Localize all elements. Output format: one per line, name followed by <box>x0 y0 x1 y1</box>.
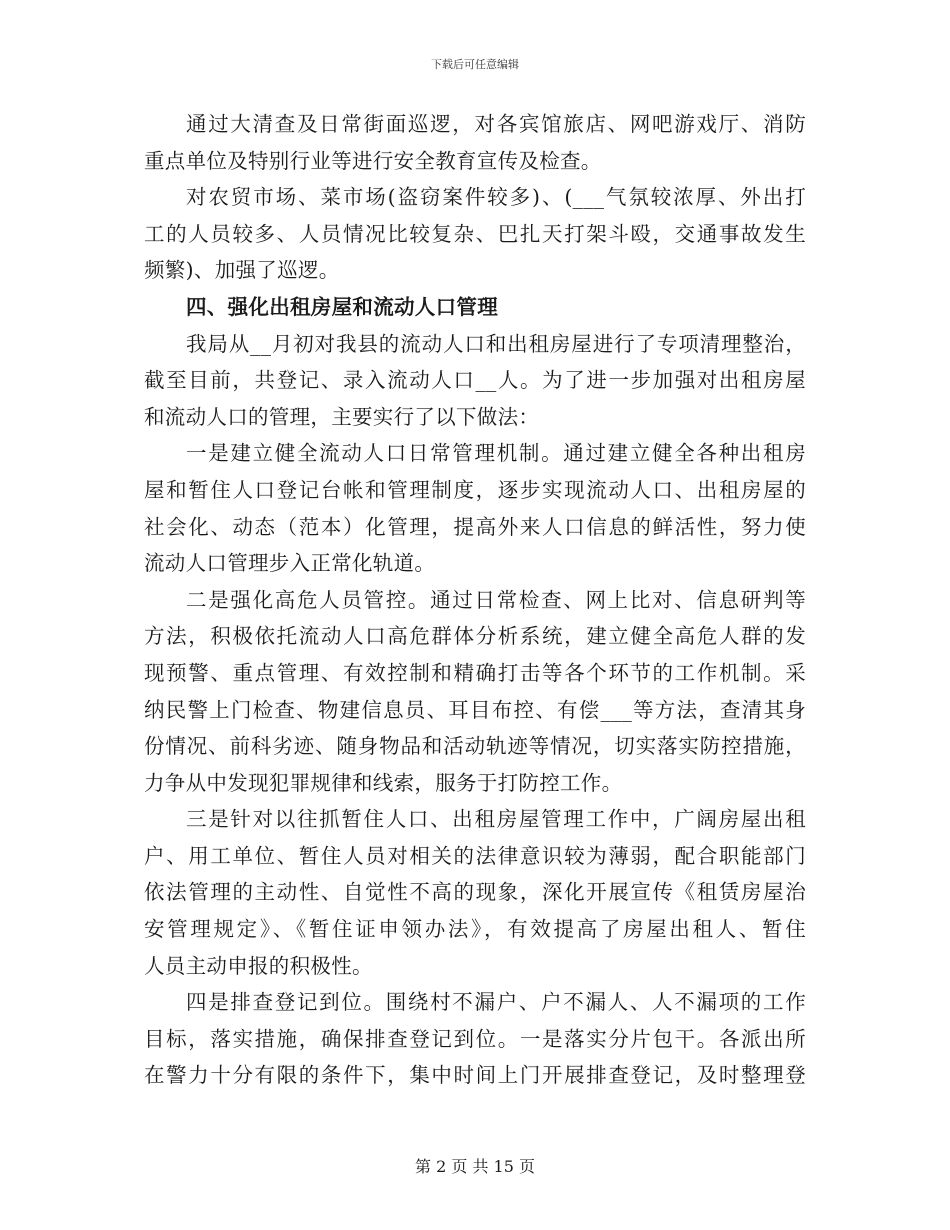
paragraph-line: 户、用工单位、暂住人员对相关的法律意识较为薄弱，配合职能部门 <box>144 843 806 868</box>
paragraph-line: 纳民警上门检查、物建信息员、耳目布控、有偿___等方法，查清其身 <box>144 697 806 722</box>
paragraph-line: 屋和暂住人口登记台帐和管理制度，逐步实现流动人口、出租房屋的 <box>144 477 806 502</box>
paragraph-line: 对农贸市场、菜市场(盗窃案件较多)、(___气氛较浓厚、外出打 <box>186 185 806 210</box>
paragraph-line: 工的人员较多、人员情况比较复杂、巴扎天打架斗殴，交通事故发生 <box>144 221 806 246</box>
paragraph-line: 在警力十分有限的条件下，集中时间上门开展排查登记，及时整理登 <box>144 1063 806 1088</box>
paragraph-line: 四是排查登记到位。围绕村不漏户、户不漏人、人不漏项的工作 <box>186 990 806 1015</box>
page-number: 第 2 页 共 15 页 <box>415 1157 535 1176</box>
paragraph-line: 现预警、重点管理、有效控制和精确打击等各个环节的工作机制。采 <box>144 660 806 685</box>
paragraph-line: 和流动人口的管理，主要实行了以下做法： <box>144 404 540 429</box>
paragraph-line: 人员主动申报的积极性。 <box>144 953 373 978</box>
paragraph-line: 依法管理的主动性、自觉性不高的现象，深化开展宣传《租赁房屋治 <box>144 880 806 905</box>
paragraph-line: 通过大清查及日常街面巡逻，对各宾馆旅店、网吧游戏厅、消防 <box>186 112 806 136</box>
paragraph-line: 流动人口管理步入正常化轨道。 <box>144 551 436 576</box>
paragraph-line: 重点单位及特别行业等进行安全教育宣传及检查。 <box>144 148 602 173</box>
section-heading: 四、强化出租房屋和流动人口管理 <box>186 294 498 319</box>
paragraph-line: 我局从__月初对我县的流动人口和出租房屋进行了专项清理整治， <box>186 331 806 356</box>
paragraph-line: 二是强化高危人员管控。通过日常检查、网上比对、信息研判等 <box>186 587 806 612</box>
page-header-note: 下载后可任意编辑 <box>431 58 519 71</box>
document-body <box>144 106 806 1094</box>
paragraph-line: 一是建立健全流动人口日常管理机制。通过建立健全各种出租房 <box>186 441 806 466</box>
paragraph-line: 截至目前，共登记、录入流动人口__人。为了进一步加强对出租房屋 <box>144 368 806 393</box>
paragraph-line: 目标，落实措施，确保排查登记到位。一是落实分片包干。各派出所 <box>144 1026 806 1051</box>
paragraph-line: 份情况、前科劣迹、随身物品和活动轨迹等情况，切实落实防控措施， <box>144 734 806 759</box>
paragraph-line: 安管理规定》、《暂住证申领办法》，有效提高了房屋出租人、暂住 <box>144 917 806 942</box>
paragraph-line: 频繁)、加强了巡逻。 <box>144 258 340 283</box>
paragraph-line: 方法，积极依托流动人口高危群体分析系统，建立健全高危人群的发 <box>144 624 806 649</box>
paragraph-line: 社会化、动态（范本）化管理，提高外来人口信息的鲜活性，努力使 <box>144 514 806 539</box>
paragraph-line: 三是针对以往抓暂住人口、出租房屋管理工作中，广阔房屋出租 <box>186 807 806 832</box>
paragraph-line: 力争从中发现犯罪规律和线索，服务于打防控工作。 <box>144 770 623 795</box>
